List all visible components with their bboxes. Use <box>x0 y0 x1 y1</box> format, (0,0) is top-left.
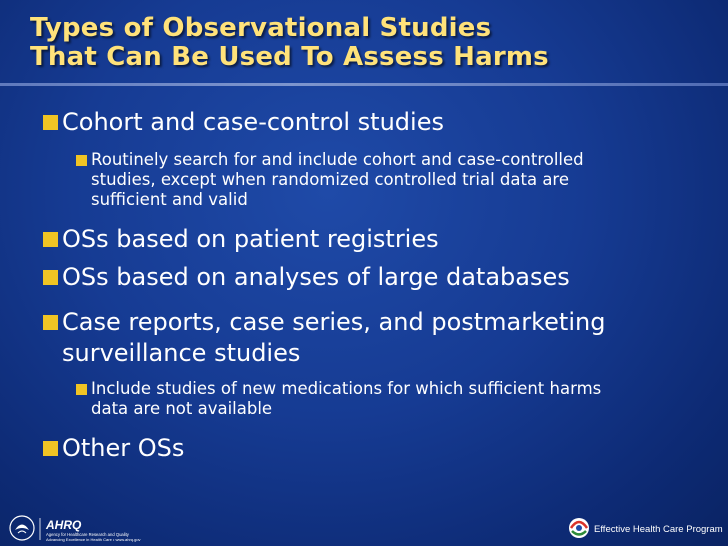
sub-bullet-new-medications-line1: Include studies of new medications for which sufficient harms <box>91 379 602 398</box>
hhs-eagle-icon <box>10 516 34 540</box>
bullet-square-icon <box>43 115 58 130</box>
sub-bullet-routinely-line1: Routinely search for and include cohort and case-controlled <box>91 150 584 169</box>
sub-bullet-routinely-line2: studies, except when randomized controlled trial data are <box>91 170 570 189</box>
ehc-program-text: Effective Health Care Program <box>594 524 723 535</box>
bullet-registries: OSs based on patient registries <box>62 225 439 253</box>
bullet-square-icon <box>43 270 58 285</box>
ehc-swirl-icon <box>569 518 589 538</box>
sub-bullet-routinely-line3: sufficient and valid <box>91 190 248 209</box>
sub-bullet-new-medications-line2: data are not available <box>91 399 273 418</box>
sub-bullet-square-icon <box>76 384 87 395</box>
bullet-square-icon <box>43 315 58 330</box>
sub-bullet-square-icon <box>76 155 87 166</box>
title-line-1: Types of Observational Studies <box>30 13 492 43</box>
bullet-square-icon <box>43 441 58 456</box>
bullet-square-icon <box>43 232 58 247</box>
bullet-cohort: Cohort and case-control studies <box>62 108 444 136</box>
ahrq-logo <box>6 510 146 544</box>
ehc-program-logo <box>566 514 724 542</box>
bullet-other: Other OSs <box>62 434 185 462</box>
bullet-case-reports-line1: Case reports, case series, and postmarketing <box>62 308 606 336</box>
ahrq-wordmark: AHRQ <box>46 518 82 532</box>
title-line-2: That Can Be Used To Assess Harms <box>30 42 549 72</box>
ahrq-line2: Advancing Excellence in Health Care • www.ahrq.gov <box>46 537 141 542</box>
bullet-case-reports-line2: surveillance studies <box>62 339 301 367</box>
ahrq-line1: Agency for Healthcare Research and Quality <box>46 532 129 537</box>
bullet-databases: OSs based on analyses of large databases <box>62 263 570 291</box>
